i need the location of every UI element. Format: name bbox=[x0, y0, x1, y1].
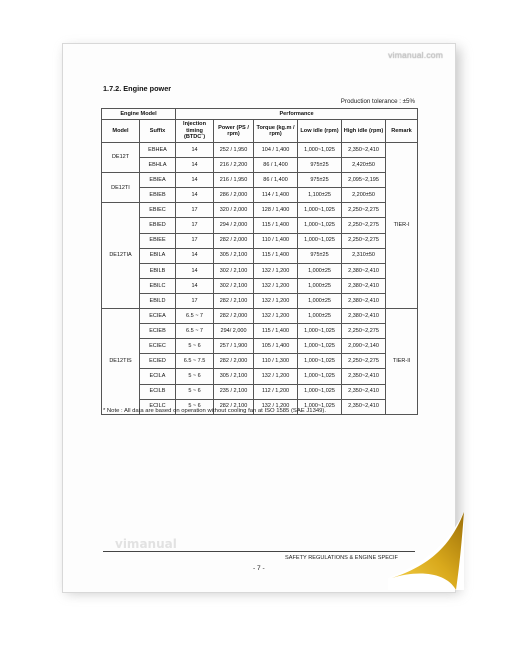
torque-cell: 132 / 1,200 bbox=[254, 309, 298, 324]
high-idle-cell: 2,250~2,275 bbox=[342, 218, 386, 233]
torque-cell: 110 / 1,300 bbox=[254, 354, 298, 369]
high-idle-cell: 2,250~2,275 bbox=[342, 233, 386, 248]
torque-cell: 132 / 1,200 bbox=[254, 293, 298, 308]
power-cell: 282 / 2,000 bbox=[214, 233, 254, 248]
power-cell: 294 / 2,000 bbox=[214, 218, 254, 233]
suffix-cell: ECIEC bbox=[140, 339, 176, 354]
high-idle-cell: 2,200±50 bbox=[342, 188, 386, 203]
high-idle-cell: 2,350~2,410 bbox=[342, 143, 386, 158]
torque-cell: 132 / 1,200 bbox=[254, 369, 298, 384]
table-row bbox=[102, 203, 418, 218]
high-idle-cell: 2,350~2,410 bbox=[342, 399, 386, 414]
power-cell: 252 / 1,950 bbox=[214, 143, 254, 158]
model-cell: DE12TI bbox=[102, 173, 140, 203]
torque-cell: 115 / 1,400 bbox=[254, 218, 298, 233]
injection-cell: 5 ~ 6 bbox=[176, 399, 214, 414]
suffix-cell: ECIEA bbox=[140, 309, 176, 324]
torque-cell: 112 / 1,200 bbox=[254, 384, 298, 399]
torque-cell: 105 / 1,400 bbox=[254, 339, 298, 354]
torque-cell: 114 / 1,400 bbox=[254, 188, 298, 203]
suffix-cell: ECILC bbox=[140, 399, 176, 414]
suffix-cell: EBILA bbox=[140, 248, 176, 263]
suffix-cell: EBHLA bbox=[140, 158, 176, 173]
low-idle-cell: 1,000±25 bbox=[298, 293, 342, 308]
low-idle-cell: 1,000~1,025 bbox=[298, 143, 342, 158]
power-cell: 305 / 2,100 bbox=[214, 369, 254, 384]
performance-header: Performance bbox=[176, 109, 418, 120]
injection-cell: 6.5 ~ 7.5 bbox=[176, 354, 214, 369]
high-idle-cell: 2,250~2,275 bbox=[342, 324, 386, 339]
production-tolerance: Production tolerance : ±5% bbox=[340, 98, 415, 105]
injection-cell: 5 ~ 6 bbox=[176, 339, 214, 354]
high-idle-cell: 2,250~2,275 bbox=[342, 203, 386, 218]
table-row bbox=[102, 173, 418, 188]
watermark-text: vimanual.com bbox=[388, 50, 443, 60]
torque-cell: 128 / 1,400 bbox=[254, 203, 298, 218]
low-idle-cell: 1,000±25 bbox=[298, 309, 342, 324]
remark-cell: TIER-II bbox=[386, 309, 418, 415]
high-idle-cell: 2,095~2,195 bbox=[342, 173, 386, 188]
table-footnote: * Note : All data are based on operation without cooling fan at ISO 1585 (SAE J1349). bbox=[103, 408, 327, 414]
suffix-cell: EBIEA bbox=[140, 173, 176, 188]
col-header-power: Power (PS / rpm) bbox=[214, 120, 254, 143]
power-cell: 302 / 2,100 bbox=[214, 263, 254, 278]
low-idle-cell: 1,000±25 bbox=[298, 278, 342, 293]
table-row bbox=[102, 233, 418, 248]
high-idle-cell: 2,350~2,410 bbox=[342, 369, 386, 384]
injection-cell: 6.5 ~ 7 bbox=[176, 309, 214, 324]
injection-cell: 14 bbox=[176, 248, 214, 263]
high-idle-cell: 2,380~2,410 bbox=[342, 293, 386, 308]
injection-cell: 6.5 ~ 7 bbox=[176, 324, 214, 339]
table-row bbox=[102, 218, 418, 233]
low-idle-cell: 975±25 bbox=[298, 248, 342, 263]
power-cell: 257 / 1,900 bbox=[214, 339, 254, 354]
power-cell: 294/ 2,000 bbox=[214, 324, 254, 339]
suffix-cell: EBIEB bbox=[140, 188, 176, 203]
injection-cell: 17 bbox=[176, 218, 214, 233]
high-idle-cell: 2,420±50 bbox=[342, 158, 386, 173]
col-header-remark: Remark bbox=[386, 120, 418, 143]
injection-cell: 5 ~ 6 bbox=[176, 369, 214, 384]
injection-cell: 17 bbox=[176, 203, 214, 218]
injection-cell: 14 bbox=[176, 143, 214, 158]
table-row bbox=[102, 324, 418, 339]
table-row bbox=[102, 309, 418, 324]
torque-cell: 110 / 1,400 bbox=[254, 233, 298, 248]
footer-divider bbox=[103, 551, 415, 552]
page-number: - 7 - bbox=[253, 565, 265, 572]
manual-page bbox=[62, 43, 456, 593]
low-idle-cell: 1,000~1,025 bbox=[298, 354, 342, 369]
high-idle-cell: 2,350~2,410 bbox=[342, 384, 386, 399]
table-row bbox=[102, 384, 418, 399]
high-idle-cell: 2,090~2,140 bbox=[342, 339, 386, 354]
suffix-cell: ECIED bbox=[140, 354, 176, 369]
torque-cell: 115 / 1,400 bbox=[254, 248, 298, 263]
table-row bbox=[102, 293, 418, 308]
torque-cell: 115 / 1,400 bbox=[254, 324, 298, 339]
suffix-cell: EBIEC bbox=[140, 203, 176, 218]
model-cell: DE12TIA bbox=[102, 203, 140, 309]
remark-cell: TIER-I bbox=[386, 143, 418, 309]
footer-section-title: SAFETY REGULATIONS & ENGINE SPECIF bbox=[285, 555, 398, 561]
col-header-torque: Torque (kg.m / rpm) bbox=[254, 120, 298, 143]
torque-cell: 104 / 1,400 bbox=[254, 143, 298, 158]
page-curl-icon bbox=[388, 512, 464, 590]
power-cell: 320 / 2,000 bbox=[214, 203, 254, 218]
low-idle-cell: 1,000~1,025 bbox=[298, 384, 342, 399]
table-row bbox=[102, 354, 418, 369]
high-idle-cell: 2,380~2,410 bbox=[342, 263, 386, 278]
table-row bbox=[102, 158, 418, 173]
low-idle-cell: 1,000~1,025 bbox=[298, 218, 342, 233]
table-row bbox=[102, 188, 418, 203]
injection-cell: 17 bbox=[176, 293, 214, 308]
torque-cell: 86 / 1,400 bbox=[254, 158, 298, 173]
suffix-cell: ECILB bbox=[140, 384, 176, 399]
suffix-cell: EBIED bbox=[140, 218, 176, 233]
power-cell: 282 / 2,000 bbox=[214, 354, 254, 369]
injection-cell: 5 ~ 6 bbox=[176, 384, 214, 399]
low-idle-cell: 1,000~1,025 bbox=[298, 339, 342, 354]
power-cell: 282 / 2,100 bbox=[214, 293, 254, 308]
suffix-cell: ECILA bbox=[140, 369, 176, 384]
table-row bbox=[102, 369, 418, 384]
low-idle-cell: 1,000~1,025 bbox=[298, 399, 342, 414]
power-cell: 282 / 2,000 bbox=[214, 309, 254, 324]
torque-cell: 132 / 1,200 bbox=[254, 399, 298, 414]
suffix-cell: EBILB bbox=[140, 263, 176, 278]
table-row bbox=[102, 339, 418, 354]
col-header-suffix: Suffix bbox=[140, 120, 176, 143]
footer-watermark-logo: vimanual bbox=[115, 537, 177, 551]
section-heading: 1.7.2. Engine power bbox=[103, 84, 172, 93]
suffix-cell: ECIEB bbox=[140, 324, 176, 339]
low-idle-cell: 1,000~1,025 bbox=[298, 324, 342, 339]
torque-cell: 86 / 1,400 bbox=[254, 173, 298, 188]
injection-cell: 14 bbox=[176, 263, 214, 278]
low-idle-cell: 1,000~1,025 bbox=[298, 233, 342, 248]
suffix-cell: EBHEA bbox=[140, 143, 176, 158]
injection-cell: 14 bbox=[176, 278, 214, 293]
low-idle-cell: 1,000±25 bbox=[298, 263, 342, 278]
power-cell: 302 / 2,100 bbox=[214, 278, 254, 293]
torque-cell: 132 / 1,200 bbox=[254, 263, 298, 278]
col-header-model: Model bbox=[102, 120, 140, 143]
high-idle-cell: 2,380~2,410 bbox=[342, 278, 386, 293]
suffix-cell: EBILC bbox=[140, 278, 176, 293]
power-cell: 216 / 2,200 bbox=[214, 158, 254, 173]
table-row bbox=[102, 263, 418, 278]
power-cell: 235 / 2,100 bbox=[214, 384, 254, 399]
power-cell: 216 / 1,950 bbox=[214, 173, 254, 188]
low-idle-cell: 975±25 bbox=[298, 173, 342, 188]
table-row bbox=[102, 278, 418, 293]
low-idle-cell: 975±25 bbox=[298, 158, 342, 173]
high-idle-cell: 2,310±50 bbox=[342, 248, 386, 263]
suffix-cell: EBILD bbox=[140, 293, 176, 308]
engine-power-table bbox=[101, 108, 418, 415]
col-header-injection: Injection timing (BTDC˚) bbox=[176, 120, 214, 143]
model-cell: DE12TIS bbox=[102, 309, 140, 415]
power-cell: 305 / 2,100 bbox=[214, 248, 254, 263]
high-idle-cell: 2,380~2,410 bbox=[342, 309, 386, 324]
model-cell: DE12T bbox=[102, 143, 140, 173]
table-row bbox=[102, 143, 418, 158]
engine-model-header: Engine Model bbox=[102, 109, 176, 120]
torque-cell: 132 / 1,200 bbox=[254, 278, 298, 293]
high-idle-cell: 2,250~2,275 bbox=[342, 354, 386, 369]
low-idle-cell: 1,000~1,025 bbox=[298, 203, 342, 218]
injection-cell: 14 bbox=[176, 188, 214, 203]
table-row bbox=[102, 248, 418, 263]
low-idle-cell: 1,000~1,025 bbox=[298, 369, 342, 384]
injection-cell: 17 bbox=[176, 233, 214, 248]
low-idle-cell: 1,100±25 bbox=[298, 188, 342, 203]
power-cell: 286 / 2,000 bbox=[214, 188, 254, 203]
suffix-cell: EBIEE bbox=[140, 233, 176, 248]
col-header-low-idle: Low idle (rpm) bbox=[298, 120, 342, 143]
col-header-high-idle: High idle (rpm) bbox=[342, 120, 386, 143]
injection-cell: 14 bbox=[176, 158, 214, 173]
power-cell: 282 / 2,100 bbox=[214, 399, 254, 414]
injection-cell: 14 bbox=[176, 173, 214, 188]
